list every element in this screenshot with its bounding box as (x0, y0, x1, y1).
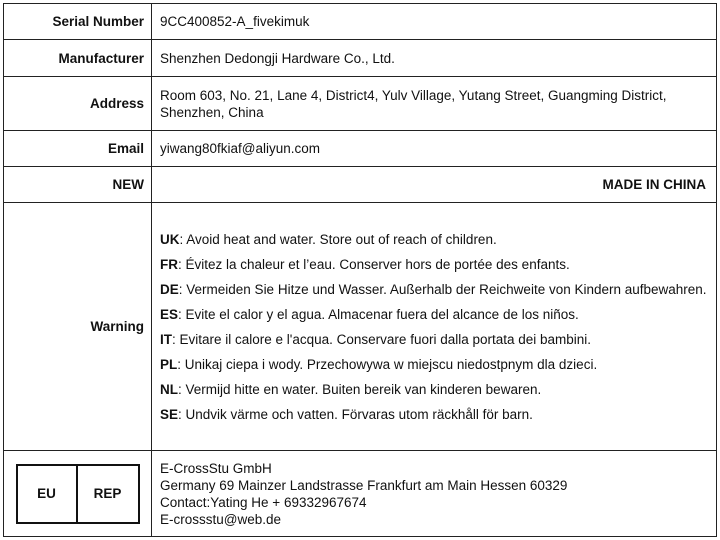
warning-label: Warning (4, 203, 152, 451)
warning-text: : Avoid heat and water. Store out of reach of children. (179, 231, 497, 247)
warning-text: : Evitare il calore e l'acqua. Conservare fuori dalla portata dei bambini. (172, 331, 592, 347)
serial-row (4, 4, 717, 40)
status-row (4, 167, 717, 203)
warning-lang-code: FR (160, 256, 178, 272)
warning-lang-code: NL (160, 381, 178, 397)
warning-text: : Evite el calor y el agua. Almacenar fuera del alcance de los niños. (178, 306, 579, 322)
eu-rep-email: E-crossstu@web.de (160, 511, 281, 527)
manufacturer-label: Manufacturer (4, 40, 152, 77)
eu-rep-address: Germany 69 Mainzer Landstrasse Frankfurt am Main Hessen 60329 (160, 477, 568, 493)
warning-row (4, 203, 717, 451)
warning-line-fr (160, 256, 708, 273)
eu-rep-contact: Contact:Yating He + 69332967674 (160, 494, 367, 510)
eu-rep-symbol (16, 464, 140, 524)
manufacturer-row (4, 40, 717, 77)
warning-text: : Vermijd hitte en water. Buiten bereik van kinderen bewaren. (178, 381, 542, 397)
warning-text-block (152, 203, 717, 451)
serial-number-label: Serial Number (4, 4, 152, 40)
eu-rep-symbol-wrap (4, 451, 151, 536)
serial-number-value: 9CC400852-A_fivekimuk (152, 4, 717, 40)
eu-rep-row (4, 451, 717, 537)
email-row (4, 131, 717, 167)
warning-line-nl (160, 381, 708, 398)
warning-line-de (160, 281, 708, 298)
warning-lang-code: PL (160, 356, 178, 372)
warning-text: : Évitez la chaleur et l’eau. Conserver hors de portée des enfants. (178, 256, 570, 272)
warning-text: : Unikaj ciepa i wody. Przechowywa w miejscu niedostpnym dla dzieci. (177, 356, 598, 372)
warning-line-it (160, 331, 708, 348)
product-label-table (3, 3, 717, 537)
condition-label: NEW (4, 167, 152, 203)
eu-rep-company: E-CrossStu GmbH (160, 460, 272, 476)
warning-line-uk (160, 231, 708, 248)
warning-text: : Undvik värme och vatten. Förvaras utom räckhåll för barn. (178, 406, 533, 422)
warning-line-se (160, 406, 708, 423)
email-value: yiwang80fkiaf@aliyun.com (152, 131, 717, 167)
email-label: Email (4, 131, 152, 167)
rep-mark: REP (93, 486, 122, 501)
origin-label: MADE IN CHINA (152, 167, 717, 203)
warning-lang-code: IT (160, 331, 172, 347)
eu-rep-details (152, 451, 717, 537)
address-label: Address (4, 77, 152, 131)
eu-mark: EU (18, 466, 78, 522)
warning-lang-code: UK (160, 231, 180, 247)
address-value: Room 603, No. 21, Lane 4, District4, Yulv Village, Yutang Street, Guangming District, Shenzhen, China (152, 77, 717, 131)
warning-lang-code: SE (160, 406, 179, 422)
warning-text: : Vermeiden Sie Hitze und Wasser. Außerhalb der Reichweite von Kindern aufbewahren. (178, 281, 707, 297)
manufacturer-value: Shenzhen Dedongji Hardware Co., Ltd. (152, 40, 717, 77)
warning-line-es (160, 306, 708, 323)
warning-lang-code: ES (160, 306, 179, 322)
address-row (4, 77, 717, 131)
warning-line-pl (160, 356, 708, 373)
warning-lang-code: DE (160, 281, 179, 297)
eu-rep-symbol-cell (4, 451, 152, 537)
